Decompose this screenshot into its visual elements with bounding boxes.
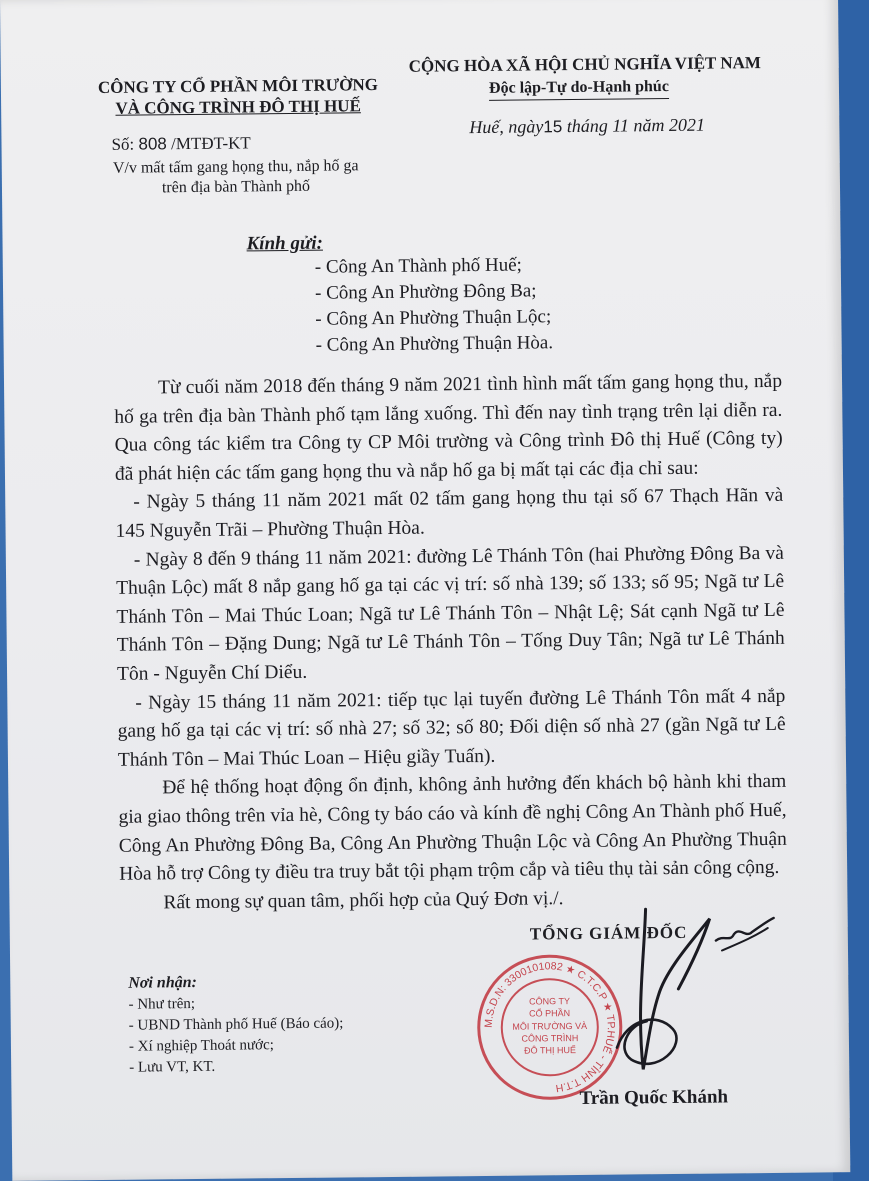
body-paragraph-request: Để hệ thống hoạt động ổn định, không ảnh hưởng đến khách bộ hành khi tham gia giao thông trên vỉa hè, Công ty báo cáo và kính đề nghị Công An Thành phố Huế, Công An Phường Đông Ba, Công An Phường Thuận Lộc và Công An Phường Thuận Hòa hỗ trợ Công ty điều tra truy bắt tội phạm trộm cắp và tiêu thụ tài sản công cộng. bbox=[118, 771, 787, 885]
nation-motto: Độc lập-Tự do-Hạnh phúc bbox=[489, 76, 669, 101]
stamp-center-line: CÔNG TRÌNH bbox=[521, 1033, 579, 1044]
body-paragraph-intro: Từ cuối năm 2018 đến tháng 9 năm 2021 tình hình mất tấm gang họng thu, nắp hố ga trên địa bàn Thành phố tạm lắng xuống. Thì đến nay tình trạng trên lại diễn ra. Qua công tác kiểm tra Công ty CP Môi trường và Công trình Đô thị Huế (Công ty) đã phát hiện các tấm gang họng thu và nắp hố ga bị mất tại các địa chỉ sau: bbox=[114, 370, 783, 485]
recipients-list bbox=[315, 252, 554, 358]
date-rest: tháng 11 năm 2021 bbox=[562, 114, 706, 137]
subject-line1: V/v mất tấm gang họng thu, nắp hố ga bbox=[112, 157, 359, 177]
nation-title: CỘNG HÒA XÃ HỘI CHỦ NGHĨA VIỆT NAM bbox=[408, 53, 761, 76]
handwritten-signature bbox=[605, 898, 787, 1090]
cc-item: - Xí nghiệp Thoát nước; bbox=[128, 1037, 274, 1055]
date-day: 15 bbox=[543, 117, 563, 137]
document-date bbox=[469, 115, 705, 138]
so-number: 808 bbox=[138, 134, 167, 154]
recipient-item: - Công An Phường Thuận Hòa. bbox=[315, 332, 554, 356]
signatory-name: Trần Quốc Khánh bbox=[579, 1086, 729, 1109]
letter-body bbox=[114, 368, 788, 918]
body-paragraph-closing: Rất mong sự quan tâm, phối hợp của Quý Đơn vị./. bbox=[163, 887, 564, 914]
stamp-center-line: CỔ PHẦN bbox=[529, 1008, 571, 1019]
cc-item: - Như trên; bbox=[128, 996, 196, 1013]
recipient-item: - Công An Thành phố Huế; bbox=[314, 254, 522, 278]
stamp-ring-text: M.S.D.N: 3300101082 ★ C.T.C.P ★ TP.HUẾ - TỈNH T.T.H bbox=[482, 960, 617, 1095]
recipient-item: - Công An Phường Thuận Lộc; bbox=[315, 306, 552, 330]
stamp-center-line: ĐÔ THỊ HUẾ bbox=[524, 1045, 577, 1056]
signatory-title: TỔNG GIÁM ĐỐC bbox=[529, 922, 688, 944]
national-header bbox=[408, 52, 761, 102]
stamp-center-line: MÔI TRƯỜNG VÀ bbox=[512, 1020, 588, 1032]
subject-line2: trên địa bàn Thành phố bbox=[161, 177, 311, 197]
recipients-cc-list bbox=[128, 992, 344, 1078]
recipients-title: Kính gửi: bbox=[246, 232, 324, 255]
company-seal-stamp bbox=[474, 952, 626, 1104]
document-number bbox=[111, 133, 250, 154]
org-name-line1: CÔNG TY CỔ PHẦN MÔI TRƯỜNG bbox=[97, 75, 379, 97]
org-header bbox=[73, 74, 403, 119]
recipients-cc-title: Nơi nhận: bbox=[128, 973, 197, 992]
body-item-3: - Ngày 15 tháng 11 năm 2021: tiếp tục lại tuyến đường Lê Thánh Tôn mất 4 nắp gang hố ga tại các vị trí: số nhà 27; số 32; số 80; Đối diện số nhà 27 (gần Ngã tư Lê Thánh Tôn – Mai Thúc Loan – Hiệu giầy Tuấn). bbox=[117, 685, 786, 771]
date-prefix: Huế, ngày bbox=[469, 116, 544, 138]
stamp-center-line: CÔNG TY bbox=[529, 996, 570, 1007]
org-name-line2: VÀ CÔNG TRÌNH ĐÔ THỊ HUẾ bbox=[115, 96, 361, 118]
cc-item: - UBND Thành phố Huế (Báo cáo); bbox=[128, 1015, 344, 1034]
so-suffix: /MTĐT-KT bbox=[170, 133, 251, 154]
body-item-1: - Ngày 5 tháng 11 năm 2021 mất 02 tấm gang họng thu tại số 67 Thạch Hãn và 145 Nguyễn Trãi – Phường Thuận Hòa. bbox=[115, 485, 784, 542]
document-subject bbox=[86, 156, 386, 199]
body-item-2: - Ngày 8 đến 9 tháng 11 năm 2021: đường Lê Thánh Tôn (hai Phường Đông Ba và Thuận Lộc) mất 8 nắp gang hố ga tại các vị trí: số nhà 139; số 133; số 95; Ngã tư Lê Thánh Tôn – Mai Thúc Loan; Ngã tư Lê Thánh Tôn – Nhật Lệ; Sát cạnh Ngã tư Lê Thánh Tôn – Đặng Dung; Ngã tư Lê Thánh Tôn – Tống Duy Tân; Ngã tư Lê Thánh Tôn - Nguyễn Chí Diểu. bbox=[116, 542, 785, 685]
recipient-item: - Công An Phường Đông Ba; bbox=[314, 280, 537, 304]
cc-item: - Lưu VT, KT. bbox=[129, 1058, 216, 1076]
so-label: Số: bbox=[111, 134, 135, 154]
